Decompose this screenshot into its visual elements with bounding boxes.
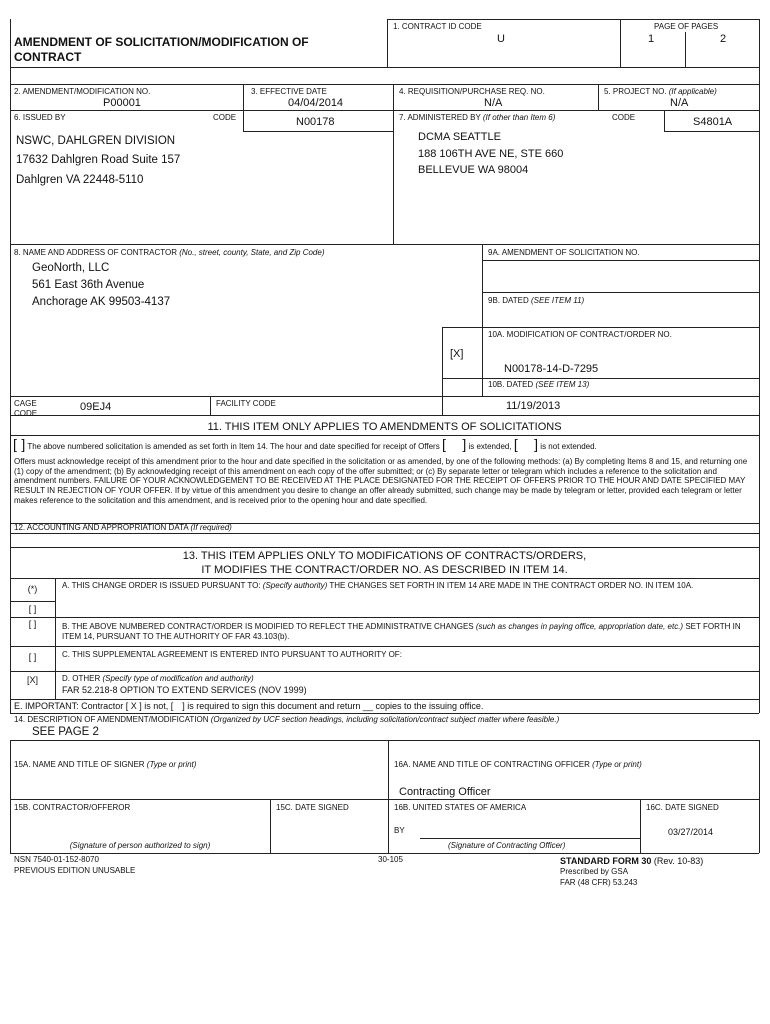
footer-prescribed: Prescribed by GSA bbox=[560, 867, 629, 876]
item-13d-text bbox=[62, 674, 752, 684]
project-no-value: N/A bbox=[670, 97, 689, 109]
item-13-heading-2: IT MODIFIES THE CONTRACT/ORDER NO. AS DESCRIBED IN ITEM 14. bbox=[201, 564, 568, 576]
block-10b-value: 11/19/2013 bbox=[506, 400, 561, 412]
item-14-label-text: 14. DESCRIPTION OF AMENDMENT/MODIFICATION bbox=[14, 715, 209, 724]
cage-code-label-2: CODE bbox=[14, 409, 38, 418]
contract-id-value: U bbox=[497, 33, 505, 45]
item-13a-text bbox=[62, 581, 752, 591]
item-13-heading-1: 13. THIS ITEM APPLIES ONLY TO MODIFICATIONS OF CONTRACTS/ORDERS, bbox=[182, 550, 587, 562]
issued-by-code-label: CODE bbox=[213, 113, 237, 122]
important-text-2: ] is not, [ bbox=[139, 701, 174, 711]
signer-15a-note: (Type or print) bbox=[146, 760, 197, 769]
footer-nsn: NSN 7540-01-152-8070 bbox=[14, 855, 99, 864]
issued-by-label: 6. ISSUED BY bbox=[14, 113, 66, 122]
contractor-label-text: 8. NAME AND ADDRESS OF CONTRACTOR bbox=[14, 248, 177, 257]
project-no-label bbox=[604, 88, 717, 96]
footer-far: FAR (48 CFR) 53.243 bbox=[560, 878, 638, 887]
item-11-paragraph: Offers must acknowledge receipt of this amendment prior to the hour and date specified in the solicitation or as amended, by one of the following methods: (a) By completing Items 8 and 15, and returning one (1) copy of the amendment; (b) By acknowledging receipt of this amendment on each copy of the offer submitted; or (c) By separate letter or telegram which includes a reference to the solicitation and amendment numbers. FAILURE OF YOUR ACKNOWLEDGEMENT TO BE RECEIVED AT THE PLACE DESIGNATED FOR THE RECEIPT OF OFFERS PRIOR TO THE HOUR AND DATE SPECIFIED MAY RESULT IN REJECTION OF YOUR OFFER. If by virtue of this amendment you desire to change an offer already submitted, such change may be made by telegram or letter, provided each telegram or letter makes reference to the solicitation and this amendment, and is received prior to the opening hour and date specified. bbox=[14, 457, 748, 505]
administered-by-label-text: 7. ADMINISTERED BY bbox=[399, 113, 481, 122]
contractor-label bbox=[14, 249, 325, 257]
block-10a-check: [X] bbox=[450, 348, 464, 360]
item-13b-text-2: SET FORTH IN ITEM 14, PURSUANT TO THE AUTHORITY OF FAR 43.103(b). bbox=[62, 622, 741, 641]
item-11-offer-line bbox=[13, 438, 597, 453]
important-blank: __ bbox=[362, 701, 373, 711]
item-13b-text-1: B. THE ABOVE NUMBERED CONTRACT/ORDER IS MODIFIED TO REFLECT THE ADMINISTRATIVE CHANGES bbox=[62, 622, 474, 631]
effective-date-label: 3. EFFECTIVE DATE bbox=[251, 87, 327, 96]
item-13d-text-1: D. OTHER bbox=[62, 674, 101, 683]
administered-by-line3: BELLEVUE WA 98004 bbox=[418, 164, 529, 176]
contractor-line3: Anchorage AK 99503-4137 bbox=[32, 296, 171, 308]
footer-form-name bbox=[560, 856, 703, 866]
item-11-line1-text: The above numbered solicitation is amended as set forth in Item 14. The hour and date specified for receipt of Offers bbox=[27, 442, 440, 451]
signer-15a-label-text: 15A. NAME AND TITLE OF SIGNER bbox=[14, 760, 145, 769]
contractor-line1: GeoNorth, LLC bbox=[32, 262, 110, 274]
footer-previous-edition: PREVIOUS EDITION UNUSABLE bbox=[14, 866, 136, 875]
item-13d-text-italic: (Specify type of modification and authority) bbox=[102, 674, 254, 683]
item-13c-mark: [ ] bbox=[28, 652, 37, 662]
item-13b-text-italic: (such as changes in paying office, appropriation date, etc.) bbox=[475, 622, 684, 631]
amendment-no-value: P00001 bbox=[103, 97, 141, 109]
block-9b-label-text: 9B. DATED bbox=[488, 296, 529, 305]
signature-officer-caption: (Signature of Contracting Officer) bbox=[448, 841, 566, 850]
cage-code-label-1: CAGE bbox=[14, 399, 37, 408]
item-11-bracket-open-1: [ bbox=[13, 436, 17, 452]
administered-by-code-label: CODE bbox=[612, 113, 636, 122]
block-9b-label bbox=[488, 297, 584, 305]
page-of-pages-label: PAGE OF PAGES bbox=[654, 22, 719, 31]
item-13b-text bbox=[62, 622, 752, 641]
item-11-bracket-open-2: [ bbox=[441, 436, 446, 452]
signature-person-caption: (Signature of person authorized to sign) bbox=[69, 841, 211, 850]
administered-by-code-value: S4801A bbox=[693, 116, 733, 128]
cage-code-value: 09EJ4 bbox=[80, 401, 112, 413]
item-13a-text-italic: (Specify authority) bbox=[262, 581, 328, 590]
issued-by-code-value: N00178 bbox=[296, 116, 335, 128]
item-13-blank-mark: [ ] bbox=[28, 604, 37, 614]
item-13d-mark: [X] bbox=[26, 675, 38, 685]
item-13b-mark: [ ] bbox=[28, 619, 37, 629]
block-10b-label bbox=[488, 381, 589, 389]
item-13c-text: C. THIS SUPPLEMENTAL AGREEMENT IS ENTERED INTO PURSUANT TO AUTHORITY OF: bbox=[62, 650, 402, 659]
item-11-not-extended-text: is not extended. bbox=[540, 442, 597, 451]
block-10b-label-text: 10B. DATED bbox=[488, 380, 534, 389]
page-total: 2 bbox=[720, 33, 727, 45]
item-11-bracket-close-3: ] bbox=[534, 436, 539, 452]
item-13a-text-2: THE CHANGES SET FORTH IN ITEM 14 ARE MADE IN THE CONTRACT ORDER NO. IN ITEM 10A. bbox=[329, 581, 694, 590]
page-number: 1 bbox=[648, 33, 655, 45]
officer-16a-value: Contracting Officer bbox=[399, 786, 491, 798]
footer-form-bold: STANDARD FORM 30 bbox=[560, 856, 652, 866]
officer-16a-label bbox=[394, 761, 642, 769]
contractor-label-note: (No., street, county, State, and Zip Code) bbox=[179, 248, 325, 257]
administered-by-note: (If other than Item 6) bbox=[482, 113, 556, 122]
administered-by-line2: 188 106TH AVE NE, STE 660 bbox=[418, 148, 564, 160]
item-13d-value: FAR 52.218-8 OPTION TO EXTEND SERVICES (NOV 1999) bbox=[62, 685, 307, 695]
effective-date-value: 04/04/2014 bbox=[288, 97, 344, 109]
item-11-bracket-open-3: [ bbox=[513, 436, 518, 452]
date-signed-16c-label: 16C. DATE SIGNED bbox=[646, 803, 719, 812]
usa-16b-label: 16B. UNITED STATES OF AMERICA bbox=[394, 803, 527, 812]
facility-code-label: FACILITY CODE bbox=[216, 399, 276, 408]
item-14-note: (Organized by UCF section headings, including solicitation/contract subject matter where feasible.) bbox=[210, 715, 560, 724]
important-text-3: ] is required to sign this document and return bbox=[182, 701, 361, 711]
date-signed-16c-value: 03/27/2014 bbox=[668, 827, 714, 837]
item-11-bracket-close-2: ] bbox=[462, 436, 467, 452]
project-no-label-text: 5. PROJECT NO. bbox=[604, 87, 667, 96]
item-14-label bbox=[14, 716, 559, 724]
contract-id-label: 1. CONTRACT ID CODE bbox=[393, 22, 482, 31]
issued-by-line1: NSWC, DAHLGREN DIVISION bbox=[16, 135, 176, 147]
form-title-line1: AMENDMENT OF SOLICITATION/MODIFICATION OF bbox=[14, 35, 309, 49]
item-13a-mark: (*) bbox=[27, 584, 38, 594]
item-11-bracket-close-1: ] bbox=[21, 436, 26, 452]
contractor-15b-label: 15B. CONTRACTOR/OFFEROR bbox=[14, 803, 131, 812]
by-label: BY bbox=[394, 826, 405, 835]
form-title-line2: CONTRACT bbox=[14, 50, 82, 64]
important-text-4: copies to the issuing office. bbox=[375, 701, 484, 711]
important-line bbox=[14, 701, 483, 711]
accounting-label-text: 12. ACCOUNTING AND APPROPRIATION DATA bbox=[14, 523, 189, 532]
block-10a-value: N00178-14-D-7295 bbox=[504, 363, 599, 375]
administered-by-line1: DCMA SEATTLE bbox=[418, 131, 501, 143]
item-11-heading: 11. THIS ITEM ONLY APPLIES TO AMENDMENTS OF SOLICITATIONS bbox=[207, 421, 562, 433]
signer-15a-label bbox=[14, 761, 196, 769]
issued-by-line2: 17632 Dahlgren Road Suite 157 bbox=[16, 154, 181, 166]
important-text-1: E. IMPORTANT: Contractor [ bbox=[14, 701, 129, 711]
block-9b-note: (SEE ITEM 11) bbox=[530, 296, 585, 305]
amendment-no-label: 2. AMENDMENT/MODIFICATION NO. bbox=[14, 87, 151, 96]
officer-16a-note: (Type or print) bbox=[592, 760, 642, 769]
administered-by-label bbox=[399, 114, 555, 122]
project-no-note: (If applicable) bbox=[668, 87, 717, 96]
contractor-line2: 561 East 36th Avenue bbox=[32, 279, 145, 291]
officer-16a-label-text: 16A. NAME AND TITLE OF CONTRACTING OFFICER bbox=[394, 760, 590, 769]
item-14-value: SEE PAGE 2 bbox=[32, 726, 99, 738]
footer-form-code: 30-105 bbox=[378, 855, 403, 864]
block-9a-label: 9A. AMENDMENT OF SOLICITATION NO. bbox=[488, 248, 640, 257]
requisition-value: N/A bbox=[484, 97, 503, 109]
item-13a-text-1: A. THIS CHANGE ORDER IS ISSUED PURSUANT TO: bbox=[62, 581, 261, 590]
accounting-label-note: (If required) bbox=[190, 523, 232, 532]
footer-form-rev: (Rev. 10-83) bbox=[653, 856, 704, 866]
accounting-label bbox=[14, 524, 232, 532]
item-11-extended-text: is extended, bbox=[468, 442, 512, 451]
block-10a-label: 10A. MODIFICATION OF CONTRACT/ORDER NO. bbox=[488, 330, 672, 339]
important-x-mark: X bbox=[130, 701, 137, 711]
form-title bbox=[14, 35, 309, 65]
block-10b-note: (SEE ITEM 13) bbox=[535, 380, 590, 389]
issued-by-line3: Dahlgren VA 22448-5110 bbox=[16, 174, 144, 186]
requisition-label: 4. REQUISITION/PURCHASE REQ. NO. bbox=[399, 87, 545, 96]
date-signed-15c-label: 15C. DATE SIGNED bbox=[276, 803, 349, 812]
